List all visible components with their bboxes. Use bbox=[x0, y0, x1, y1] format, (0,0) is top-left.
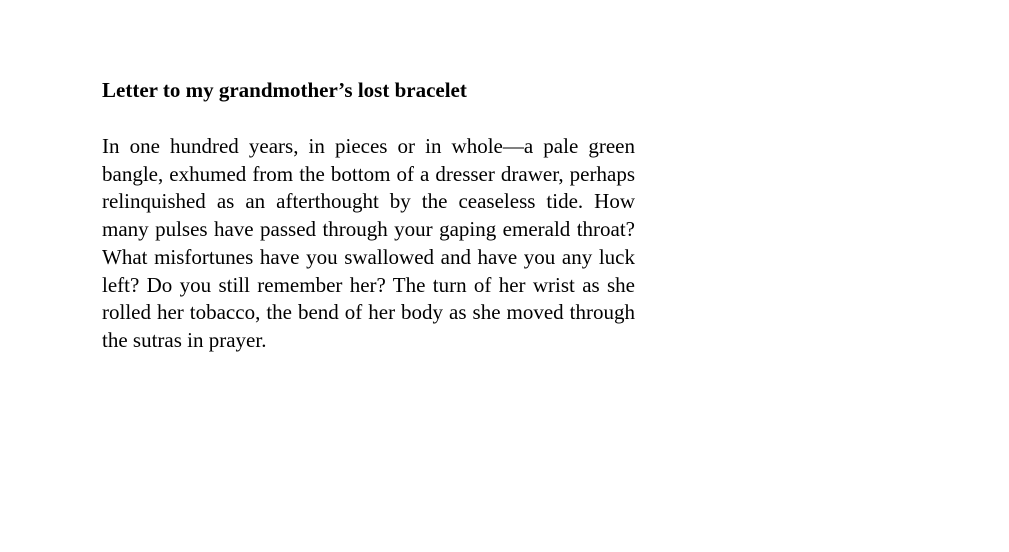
document-body-paragraph: In one hundred years, in pieces or in whole—a pale green bangle, exhumed from the bottom of a dresser drawer, perhaps relinquished as an afterthought by the ceaseless tide. How many pulses have passed through your gaping emerald throat? What misfortunes have you swallowed and have you any luck left? Do you still remember her? The turn of her wrist as she rolled her tobacco, the bend of her body as she moved through the sutras in prayer. bbox=[102, 134, 635, 352]
document-title: Letter to my grandmother’s lost bracelet bbox=[102, 78, 467, 102]
